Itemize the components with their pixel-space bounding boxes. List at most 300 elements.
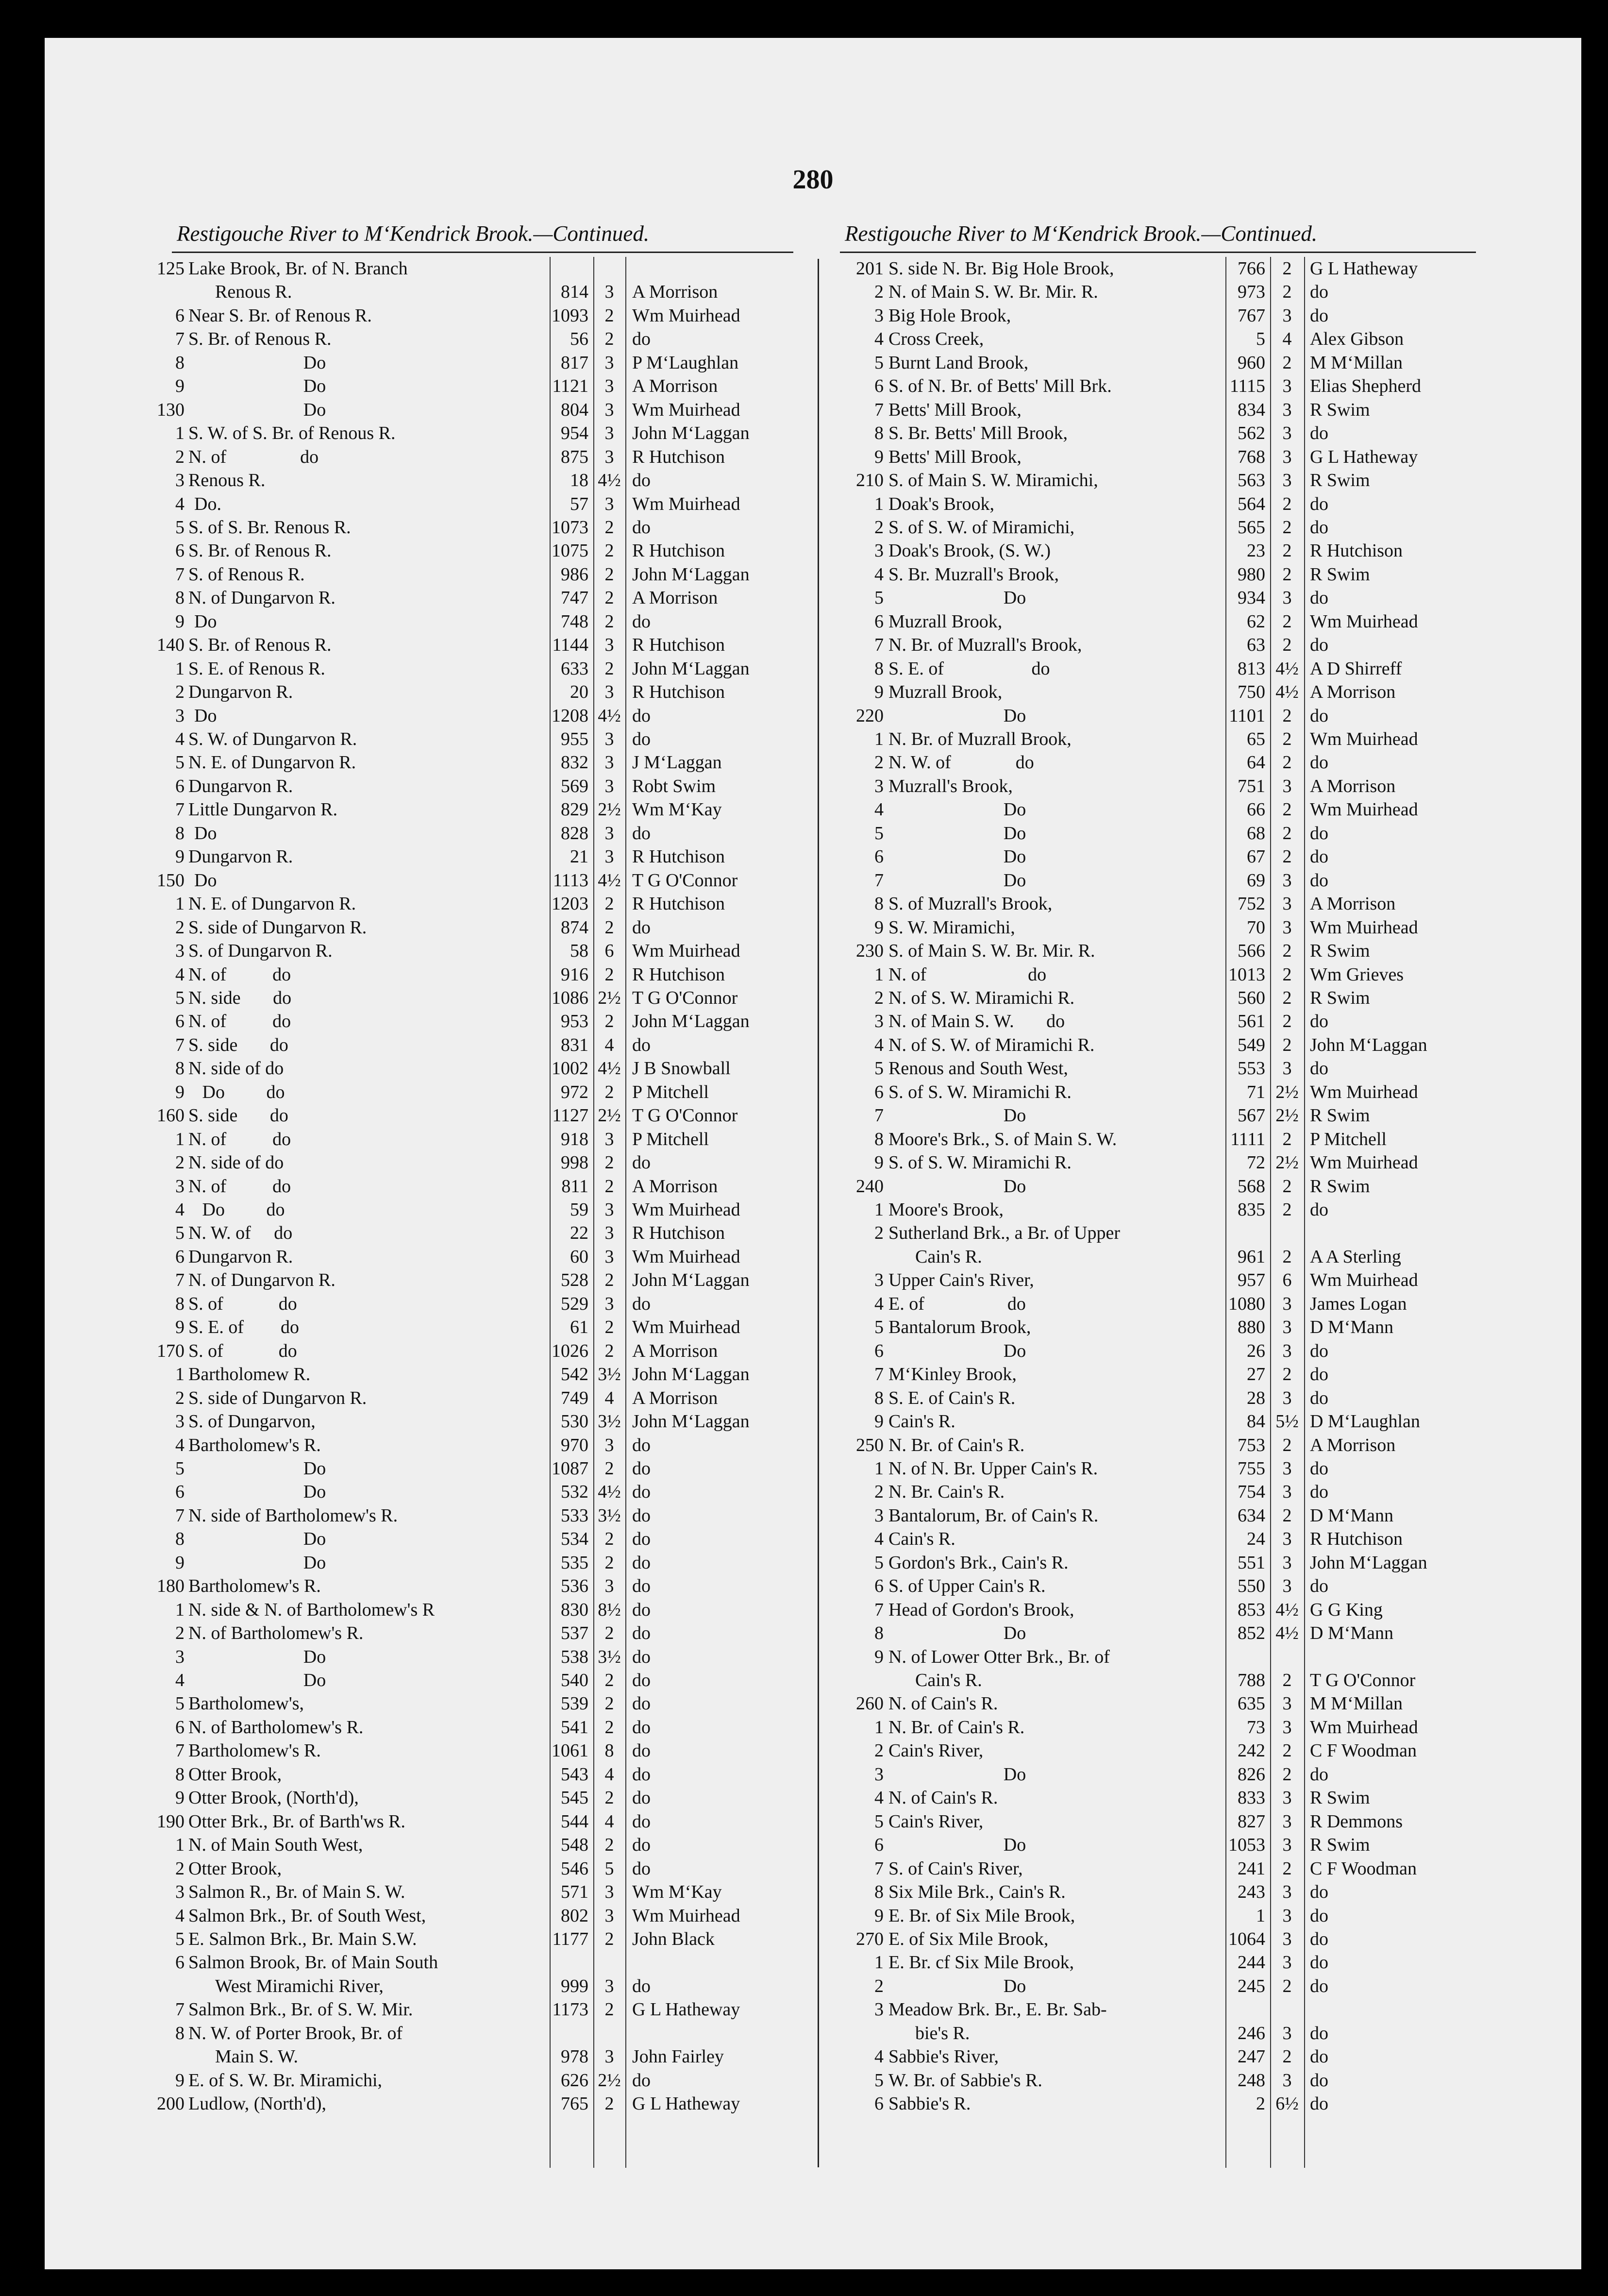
- location-description: S. of Renous R.: [188, 564, 305, 585]
- lot-class: 2: [1282, 823, 1292, 844]
- ledger-row: [45, 704, 1581, 727]
- location-description: S. Br. of Renous R.: [188, 635, 332, 656]
- ledger-row: [45, 1598, 1581, 1621]
- lot-class: 2: [604, 1999, 614, 2020]
- lot-number: 750: [1238, 682, 1265, 703]
- lot-number: 766: [1238, 258, 1265, 279]
- ledger-row: [45, 1386, 1581, 1410]
- entry-number: 4: [175, 729, 184, 749]
- location-description: Six Mile Brk., Cain's R.: [888, 1882, 1066, 1903]
- entry-number: 7: [175, 564, 184, 585]
- lot-class: 3: [1282, 2070, 1292, 2091]
- grantee-name: P Mitchell: [632, 1129, 709, 1149]
- grantee-name: D M‘Mann: [1310, 1317, 1394, 1338]
- lot-class: 2: [1282, 846, 1292, 867]
- location-description: Do: [1003, 1623, 1026, 1644]
- location-description: S. of Upper Cain's R.: [888, 1576, 1046, 1597]
- ledger-row: [45, 1245, 1581, 1268]
- location-description: N. of Main South West,: [188, 1835, 363, 1856]
- grantee-name: John M‘Laggan: [632, 1011, 750, 1032]
- entry-number: 2: [175, 917, 184, 938]
- location-description: Otter Brook,: [188, 1858, 282, 1879]
- lot-class: 3: [1282, 423, 1292, 444]
- lot-number: 243: [1238, 1882, 1265, 1903]
- entry-number: 6: [874, 846, 884, 867]
- location-description: Cross Creek,: [888, 329, 984, 350]
- entry-number: 2: [175, 1387, 184, 1408]
- grantee-name: John M‘Laggan: [1310, 1552, 1427, 1573]
- lot-number: 569: [561, 776, 588, 796]
- location-description: M‘Kinley Brook,: [888, 1364, 1017, 1385]
- lot-class: 3: [1282, 446, 1292, 467]
- lot-number: 542: [561, 1364, 588, 1385]
- lot-number: 1087: [552, 1458, 588, 1479]
- grantee-name: do: [632, 611, 651, 632]
- location-description: Do do: [188, 1199, 285, 1220]
- ledger-row: [45, 1951, 1581, 1974]
- ledger-row: [45, 469, 1581, 492]
- location-description: N. Br. of Cain's R.: [888, 1717, 1025, 1738]
- entry-number: 6: [874, 376, 884, 397]
- grantee-name: do: [1310, 1975, 1328, 1996]
- entry-number: 2: [874, 987, 884, 1008]
- ledger-row: [45, 1128, 1581, 1151]
- grantee-name: R Hutchison: [632, 964, 725, 985]
- ledger-row: [45, 1998, 1581, 2021]
- lot-number: 539: [561, 1693, 588, 1714]
- ledger-row: [45, 445, 1581, 469]
- entry-number: 8: [175, 2023, 184, 2043]
- location-description: Doak's Brook,: [888, 493, 994, 514]
- lot-number: 533: [561, 1505, 588, 1526]
- ledger-row: [45, 1363, 1581, 1386]
- entry-number: 3: [175, 470, 184, 491]
- location-description: Gordon's Brk., Cain's R.: [888, 1552, 1069, 1573]
- location-description: S. of S. W. Miramichi R.: [888, 1152, 1072, 1173]
- grantee-name: Robt Swim: [632, 776, 716, 796]
- location-description: Bartholomew's R.: [188, 1435, 321, 1455]
- entry-number: 2: [175, 446, 184, 467]
- lot-number: 957: [1238, 1270, 1265, 1291]
- left-column-header: Restigouche River to M‘Kendrick Brook.—Continued.: [177, 221, 650, 246]
- lot-class: 3: [604, 729, 614, 749]
- location-description: Bantalorum, Br. of Cain's R.: [888, 1505, 1099, 1526]
- lot-number: 548: [561, 1835, 588, 1856]
- entry-number: 5: [175, 1223, 184, 1244]
- location-description: Do: [303, 1458, 326, 1479]
- lot-class: 2: [1282, 1364, 1292, 1385]
- entry-number: 4: [175, 1199, 184, 1220]
- lot-class: 2: [604, 588, 614, 608]
- grantee-name: do: [632, 1482, 651, 1503]
- grantee-name: do: [1310, 588, 1328, 608]
- lot-number: 916: [561, 964, 588, 985]
- grantee-name: Wm Muirhead: [1310, 729, 1418, 749]
- grantee-name: do: [632, 470, 651, 491]
- ledger-row: [45, 1033, 1581, 1057]
- lot-class: 3: [1282, 1717, 1292, 1738]
- ledger-row: [45, 1457, 1581, 1480]
- entry-number: 6: [175, 776, 184, 796]
- lot-class: 2: [1282, 540, 1292, 561]
- entry-number: 6: [874, 1340, 884, 1361]
- grantee-name: P Mitchell: [632, 1081, 709, 1102]
- location-description: N. Br. of Muzrall's Brook,: [888, 635, 1082, 656]
- grantee-name: do: [1310, 423, 1328, 444]
- entry-number: 8: [874, 1387, 884, 1408]
- lot-number: 535: [561, 1552, 588, 1573]
- grantee-name: R Hutchison: [632, 635, 725, 656]
- grantee-name: C F Woodman: [1310, 1858, 1417, 1879]
- lot-number: 955: [561, 729, 588, 749]
- lot-class: 2: [604, 517, 614, 538]
- lot-number: 56: [570, 329, 588, 350]
- lot-class: 4: [604, 1387, 614, 1408]
- grantee-name: R Swim: [1310, 470, 1370, 491]
- entry-number: 6: [874, 611, 884, 632]
- lot-class: 2½: [1275, 1081, 1299, 1102]
- lot-class: 2: [604, 540, 614, 561]
- lot-class: 2: [1282, 1670, 1292, 1690]
- location-description: N. of Dungarvon R.: [188, 1270, 335, 1291]
- location-description: Do: [1003, 1975, 1026, 1996]
- entry-number: 3: [874, 540, 884, 561]
- ledger-row: [45, 1198, 1581, 1221]
- location-description: N. side of do: [188, 1152, 284, 1173]
- grantee-name: A Morrison: [632, 1340, 718, 1361]
- lot-class: 2: [604, 2093, 614, 2114]
- lot-number: 826: [1238, 1764, 1265, 1785]
- grantee-name: do: [1310, 2070, 1328, 2091]
- grantee-name: do: [1310, 2046, 1328, 2067]
- grantee-name: do: [632, 1858, 651, 1879]
- lot-class: 2: [1282, 729, 1292, 749]
- lot-class: 3: [1282, 1882, 1292, 1903]
- grantee-name: do: [632, 705, 651, 726]
- location-description: Do: [303, 352, 326, 373]
- lot-number: 954: [561, 423, 588, 444]
- lot-class: 2: [604, 1835, 614, 1856]
- location-description: S. of S. Br. Renous R.: [188, 517, 351, 538]
- grantee-name: T G O'Connor: [632, 987, 738, 1008]
- lot-number: 875: [561, 446, 588, 467]
- lot-number: 84: [1247, 1411, 1265, 1432]
- lot-number: 553: [1238, 1058, 1265, 1079]
- lot-class: 2: [1282, 1176, 1292, 1197]
- location-description: S. E. of do: [888, 658, 1050, 679]
- lot-number: 247: [1238, 2046, 1265, 2067]
- grantee-name: do: [632, 2070, 651, 2091]
- grantee-name: do: [1310, 823, 1328, 844]
- lot-class: 2½: [1275, 1152, 1299, 1173]
- grantee-name: do: [632, 1740, 651, 1761]
- entry-number: 7: [874, 870, 884, 891]
- page-number: 280: [792, 165, 834, 195]
- location-description: N. of Lower Otter Brk., Br. of: [888, 1646, 1110, 1667]
- grantee-name: A Morrison: [632, 588, 718, 608]
- ledger-row: [45, 1480, 1581, 1503]
- ledger-row: [45, 1739, 1581, 1762]
- ledger-row: [45, 280, 1581, 304]
- entry-number: 8: [874, 1129, 884, 1149]
- lot-number: 24: [1247, 1529, 1265, 1550]
- entry-number: 4: [874, 564, 884, 585]
- lot-class: 3: [1282, 399, 1292, 420]
- entry-number: 3: [874, 1505, 884, 1526]
- lot-class: 2: [604, 1623, 614, 1644]
- grantee-name: R Hutchison: [632, 1223, 725, 1244]
- lot-number: 960: [1238, 352, 1265, 373]
- location-description: Otter Brk., Br. of Barth'ws R.: [188, 1811, 405, 1832]
- location-description: Do: [194, 611, 217, 632]
- grantee-name: G G King: [1310, 1599, 1383, 1620]
- entry-number: 9: [175, 2070, 184, 2091]
- entry-number: 5: [874, 2070, 884, 2091]
- ledger-row: [45, 986, 1581, 1010]
- ledger-row: [45, 798, 1581, 821]
- lot-number: 60: [570, 1246, 588, 1267]
- lot-class: 3: [604, 1905, 614, 1926]
- entry-number: 4: [175, 1905, 184, 1926]
- location-description: N. of Cain's R.: [888, 1693, 998, 1714]
- lot-number: 71: [1247, 1081, 1265, 1102]
- lot-number: 751: [1238, 776, 1265, 796]
- entry-number: 9: [175, 611, 184, 632]
- lot-number: 626: [561, 2070, 588, 2091]
- grantee-name: Wm Muirhead: [1310, 799, 1418, 820]
- lot-number: 549: [1238, 1034, 1265, 1055]
- ledger-row: [45, 1080, 1581, 1104]
- grantee-name: do: [1310, 1764, 1328, 1785]
- lot-class: 3: [1282, 1835, 1292, 1856]
- lot-number: 813: [1238, 658, 1265, 679]
- entry-number: 2: [175, 1152, 184, 1173]
- location-description: Sabbie's River,: [888, 2046, 999, 2067]
- location-description: S. E. of Renous R.: [188, 658, 325, 679]
- lot-class: 2: [604, 1717, 614, 1738]
- lot-number: 972: [561, 1081, 588, 1102]
- ledger-row: [45, 1786, 1581, 1809]
- lot-number: 541: [561, 1717, 588, 1738]
- lot-number: 1073: [552, 517, 588, 538]
- location-description: S. of S. W. of Miramichi,: [888, 517, 1075, 538]
- location-description: S. Br. of Renous R.: [188, 329, 332, 350]
- location-description: Do: [303, 1482, 326, 1503]
- location-description: Cain's R.: [915, 1246, 982, 1267]
- lot-number: 970: [561, 1435, 588, 1455]
- lot-class: 2½: [1275, 1105, 1299, 1126]
- grantee-name: Wm Muirhead: [1310, 1152, 1418, 1173]
- grantee-name: do: [632, 329, 651, 350]
- ledger-row: [45, 586, 1581, 609]
- ledger-row: [45, 1692, 1581, 1715]
- entry-number: 5: [874, 823, 884, 844]
- lot-class: 8: [604, 1740, 614, 1761]
- location-description: Cain's R.: [915, 1670, 982, 1690]
- lot-number: 530: [561, 1411, 588, 1432]
- lot-class: 3: [1282, 870, 1292, 891]
- lot-class: 4½: [1275, 1599, 1299, 1620]
- entry-number: 3: [874, 1011, 884, 1032]
- lot-number: 999: [561, 1975, 588, 1996]
- lot-class: 2: [604, 329, 614, 350]
- entry-number: 1: [874, 729, 884, 749]
- ledger-row: [45, 1927, 1581, 1951]
- grantee-name: A Morrison: [1310, 682, 1396, 703]
- entry-number: 8: [874, 894, 884, 914]
- grantee-name: Wm Muirhead: [632, 305, 740, 326]
- entry-number: 3: [175, 1646, 184, 1667]
- entry-number: 4: [874, 1034, 884, 1055]
- lot-number: 565: [1238, 517, 1265, 538]
- lot-number: 1026: [552, 1340, 588, 1361]
- location-description: Bantalorum Brook,: [888, 1317, 1031, 1338]
- entry-number: 5: [874, 352, 884, 373]
- lot-class: 3: [1282, 776, 1292, 796]
- lot-class: 3: [604, 1223, 614, 1244]
- lot-number: 978: [561, 2046, 588, 2067]
- grantee-name: do: [632, 1552, 651, 1573]
- entry-number: 8: [175, 1058, 184, 1079]
- entry-number: 9: [874, 1411, 884, 1432]
- location-description: Muzrall Brook,: [888, 682, 1003, 703]
- lot-number: 563: [1238, 470, 1265, 491]
- grantee-name: R Hutchison: [632, 540, 725, 561]
- lot-class: 2: [604, 305, 614, 326]
- grantee-name: R Swim: [1310, 1835, 1370, 1856]
- ledger-row: [45, 680, 1581, 704]
- ledger-row: [45, 1221, 1581, 1245]
- lot-class: 2: [604, 1788, 614, 1808]
- entry-number: 200: [157, 2093, 184, 2114]
- ledger-row: [45, 1339, 1581, 1363]
- lot-class: 2: [1282, 799, 1292, 820]
- grantee-name: do: [1310, 1011, 1328, 1032]
- lot-class: 2: [1282, 517, 1292, 538]
- entry-number: 8: [874, 1623, 884, 1644]
- entry-number: 7: [175, 1270, 184, 1291]
- grantee-name: P Mitchell: [1310, 1129, 1387, 1149]
- ledger-row: [45, 1151, 1581, 1174]
- lot-number: 551: [1238, 1552, 1265, 1573]
- lot-number: 73: [1247, 1717, 1265, 1738]
- lot-number: 835: [1238, 1199, 1265, 1220]
- lot-number: 66: [1247, 799, 1265, 820]
- lot-number: 980: [1238, 564, 1265, 585]
- location-description: Otter Brook, (North'd),: [188, 1788, 359, 1808]
- entry-number: 1: [175, 423, 184, 444]
- entry-number: 5: [874, 1317, 884, 1338]
- lot-class: 2: [1282, 1246, 1292, 1267]
- ledger-row: [45, 1104, 1581, 1127]
- lot-class: 3: [604, 1199, 614, 1220]
- grantee-name: C F Woodman: [1310, 1740, 1417, 1761]
- lot-class: 3: [604, 776, 614, 796]
- lot-class: 2: [1282, 1975, 1292, 1996]
- lot-class: 5: [604, 1858, 614, 1879]
- lot-class: 2: [604, 964, 614, 985]
- lot-class: 3: [604, 682, 614, 703]
- entry-number: 130: [157, 399, 184, 420]
- lot-number: 67: [1247, 846, 1265, 867]
- lot-class: 2: [1282, 1034, 1292, 1055]
- lot-number: 534: [561, 1529, 588, 1550]
- lot-number: 248: [1238, 2070, 1265, 2091]
- location-description: S. W. Miramichi,: [888, 917, 1015, 938]
- lot-class: 3: [1282, 1693, 1292, 1714]
- lot-class: 3: [1282, 1788, 1292, 1808]
- grantee-name: do: [632, 917, 651, 938]
- grantee-name: M M‘Millan: [1310, 1693, 1403, 1714]
- grantee-name: R Swim: [1310, 1105, 1370, 1126]
- lot-class: 2: [604, 1552, 614, 1573]
- lot-number: 633: [561, 658, 588, 679]
- entry-number: 1: [175, 1364, 184, 1385]
- grantee-name: T G O'Connor: [1310, 1670, 1416, 1690]
- entry-number: 1: [874, 964, 884, 985]
- entry-number: 6: [874, 1576, 884, 1597]
- grantee-name: John M‘Laggan: [1310, 1034, 1427, 1055]
- lot-number: 528: [561, 1270, 588, 1291]
- lot-class: 3: [1282, 894, 1292, 914]
- ledger-row: [45, 939, 1581, 962]
- lot-class: 3: [1282, 1811, 1292, 1832]
- ledger-row: [45, 892, 1581, 915]
- ledger-row: [45, 610, 1581, 633]
- lot-number: 748: [561, 611, 588, 632]
- lot-number: 1080: [1228, 1293, 1265, 1314]
- entry-number: 5: [874, 1058, 884, 1079]
- location-description: N. of Main S. W. Br. Mir. R.: [888, 282, 1098, 303]
- lot-number: 765: [561, 2093, 588, 2114]
- entry-number: 9: [874, 1905, 884, 1926]
- lot-number: 635: [1238, 1693, 1265, 1714]
- entry-number: 230: [856, 941, 884, 962]
- entry-number: 3: [175, 941, 184, 962]
- location-description: Dungarvon R.: [188, 846, 293, 867]
- lot-number: 817: [561, 352, 588, 373]
- lot-number: 973: [1238, 282, 1265, 303]
- entry-number: 2: [874, 517, 884, 538]
- location-description: Do: [303, 376, 326, 397]
- lot-number: 752: [1238, 894, 1265, 914]
- grantee-name: do: [632, 1505, 651, 1526]
- location-description: Dungarvon R.: [188, 776, 293, 796]
- entry-number: 250: [856, 1435, 884, 1455]
- location-description: Renous R.: [188, 470, 266, 491]
- grantee-name: R Hutchison: [632, 682, 725, 703]
- entry-number: 210: [856, 470, 884, 491]
- lot-class: 2: [604, 1928, 614, 1949]
- location-description: E. Br. of Six Mile Brook,: [888, 1905, 1075, 1926]
- lot-class: 2: [604, 1270, 614, 1291]
- entry-number: 3: [874, 305, 884, 326]
- lot-class: 2: [1282, 941, 1292, 962]
- entry-number: 1: [874, 1717, 884, 1738]
- entry-number: 1: [175, 658, 184, 679]
- entry-number: 9: [175, 1788, 184, 1808]
- lot-class: 5½: [1275, 1411, 1299, 1432]
- lot-class: 2: [1282, 705, 1292, 726]
- entry-number: 170: [157, 1340, 184, 1361]
- ledger-row: [45, 1763, 1581, 1786]
- grantee-name: do: [632, 1034, 651, 1055]
- entry-number: 8: [175, 1764, 184, 1785]
- grantee-name: Wm Muirhead: [632, 399, 740, 420]
- entry-number: 5: [175, 1693, 184, 1714]
- grantee-name: R Swim: [1310, 1788, 1370, 1808]
- location-description: Do: [1003, 1105, 1026, 1126]
